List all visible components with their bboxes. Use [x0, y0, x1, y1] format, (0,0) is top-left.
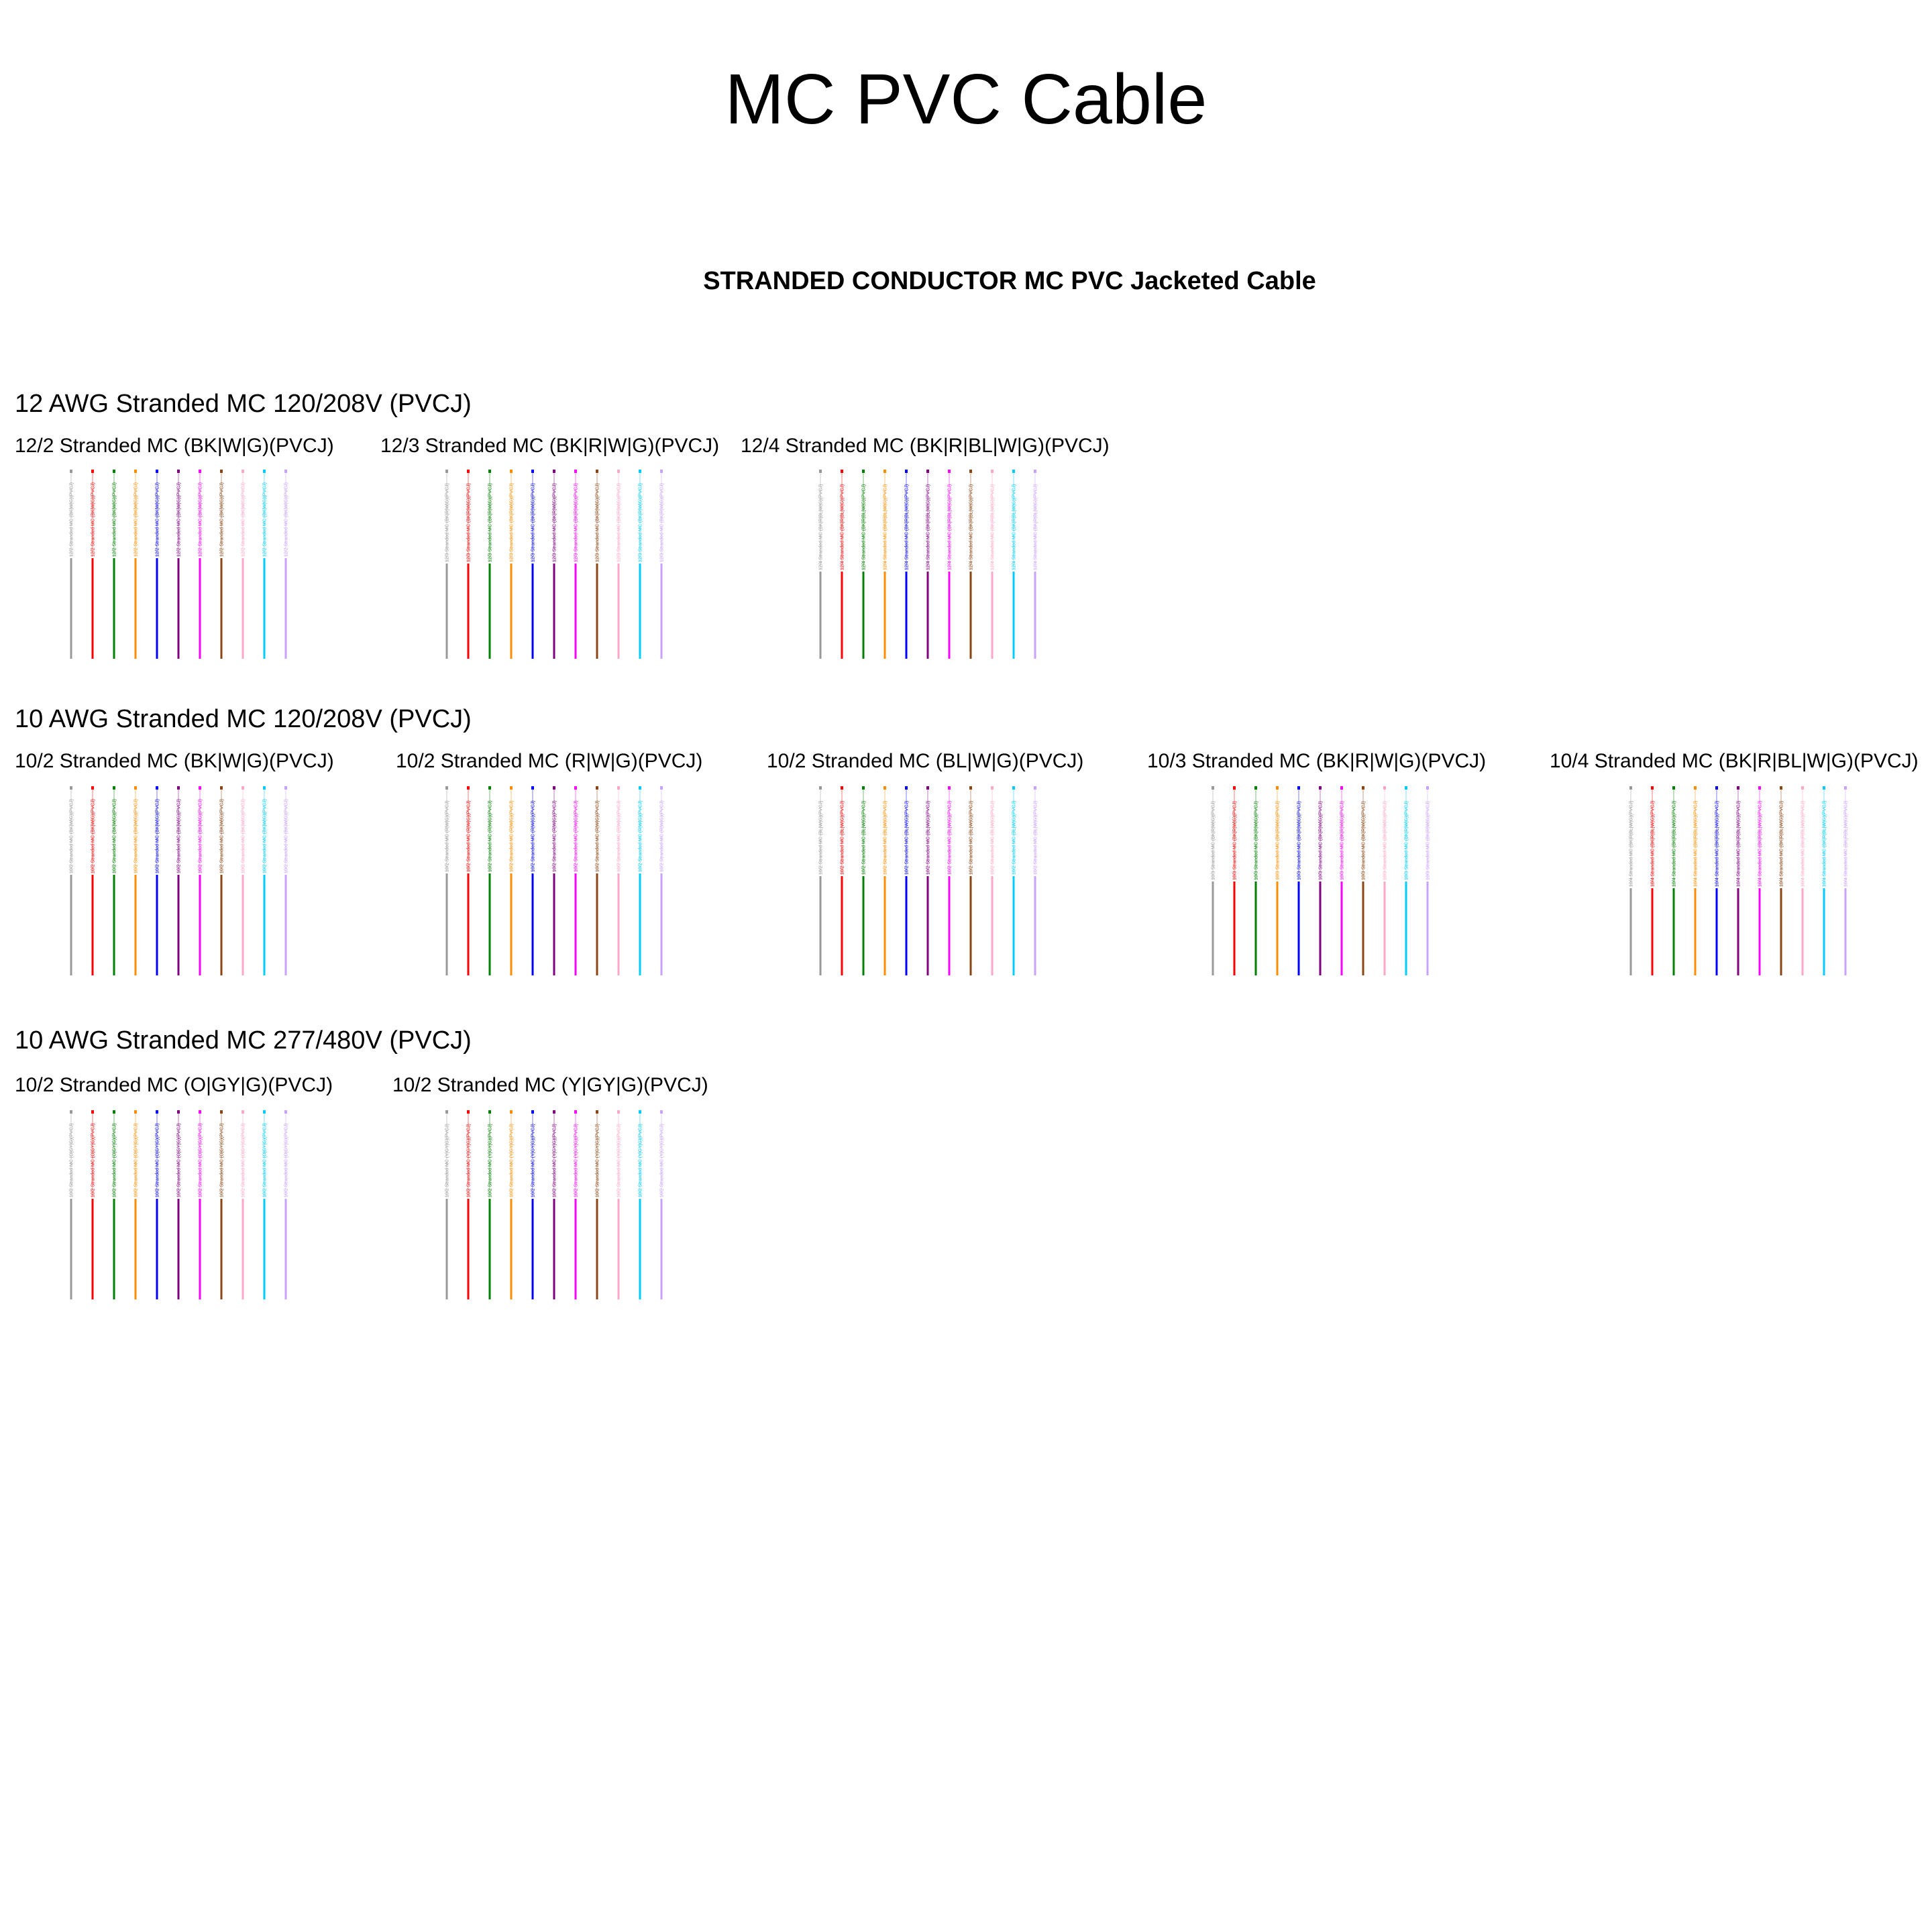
- wire-cap: [1383, 786, 1386, 790]
- wire-print-label: 12/2 Stranded MC (BK|W|G)(PVCJ): [241, 482, 246, 557]
- cable-wires: [810, 786, 1051, 981]
- wire-cap: [1254, 786, 1257, 790]
- wire-cap: [241, 786, 244, 790]
- wire-cap: [1362, 786, 1364, 790]
- wire-cap: [510, 470, 513, 473]
- wire-print-label: 10/2 Stranded MC (Y|GY|G)(PVCJ): [616, 1124, 622, 1197]
- wire-cap: [596, 786, 598, 790]
- wire-cap: [639, 786, 641, 790]
- wire-cap: [445, 786, 448, 790]
- wire-print-label: 12/2 Stranded MC (BK|W|G)(PVCJ): [91, 482, 96, 557]
- wire-print-label: 12/4 Stranded MC (BK|R|BL|W|G)(PVCJ): [947, 484, 953, 570]
- wire-print-label: 10/2 Stranded MC (BK|W|G)(PVCJ): [155, 799, 160, 873]
- wire-cap: [70, 470, 72, 473]
- wire-cap: [991, 786, 994, 790]
- wire-print-label: 10/3 Stranded MC (BK|R|W|G)(PVCJ): [1275, 801, 1281, 880]
- wire-print-label: 10/2 Stranded MC (Y|GY|G)(PVCJ): [509, 1124, 515, 1197]
- wire-print-label: 10/2 Stranded MC (O|GY|G)(PVCJ): [91, 1123, 96, 1197]
- wire-cap: [510, 1110, 513, 1114]
- wire-cap: [553, 786, 555, 790]
- wire-print-label: 10/2 Stranded MC (Y|GY|G)(PVCJ): [445, 1124, 450, 1197]
- wire-cap: [1405, 786, 1407, 790]
- wire-cap: [905, 470, 908, 473]
- wire-cap: [488, 1110, 491, 1114]
- wire-print-label: 12/3 Stranded MC (BK|R|W|G)(PVCJ): [488, 483, 493, 562]
- wire-cap: [467, 786, 470, 790]
- cable-title: 10/2 Stranded MC (BK|W|G)(PVCJ): [15, 750, 334, 772]
- wire-cap: [220, 786, 223, 790]
- wire-print-label: 12/3 Stranded MC (BK|R|W|G)(PVCJ): [574, 483, 579, 562]
- cable-wires: [810, 470, 1051, 664]
- page-subtitle: STRANDED CONDUCTOR MC PVC Jacketed Cable: [703, 267, 1316, 295]
- wire-cap: [263, 470, 266, 473]
- wire-cap: [926, 786, 929, 790]
- wire-cap: [574, 786, 577, 790]
- wire-cap: [553, 470, 555, 473]
- group-title: 12 AWG Stranded MC 120/208V (PVCJ): [15, 390, 472, 418]
- wire-print-label: 10/2 Stranded MC (BK|W|G)(PVCJ): [219, 799, 225, 873]
- wire-cap: [1780, 786, 1782, 790]
- wire-cap: [948, 786, 951, 790]
- wire-print-label: 10/2 Stranded MC (BL|W|G)(PVCJ): [947, 800, 953, 875]
- wire-print-label: 10/2 Stranded MC (R|W|G)(PVCJ): [659, 800, 665, 872]
- wire-cap: [948, 470, 951, 473]
- wire-print-label: 10/3 Stranded MC (BK|R|W|G)(PVCJ): [1426, 801, 1431, 880]
- wire-cap: [510, 786, 513, 790]
- wire-print-label: 10/4 Stranded MC (BK|R|BL|W|G)(PVCJ): [1843, 800, 1849, 887]
- wire-cap: [596, 470, 598, 473]
- wire-cap: [1715, 786, 1718, 790]
- wire-cap: [639, 470, 641, 473]
- wire-cap: [91, 1110, 94, 1114]
- wire-print-label: 10/2 Stranded MC (O|GY|G)(PVCJ): [69, 1123, 74, 1197]
- wire-cap: [883, 470, 886, 473]
- wire-cap: [1012, 786, 1015, 790]
- cable-wires: [436, 786, 678, 981]
- wire-cap: [1758, 786, 1761, 790]
- cable-wires: [60, 470, 302, 664]
- group-title: 10 AWG Stranded MC 277/480V (PVCJ): [15, 1026, 472, 1055]
- wire-cap: [991, 470, 994, 473]
- wire-print-label: 10/2 Stranded MC (R|W|G)(PVCJ): [638, 800, 643, 872]
- wire-print-label: 12/2 Stranded MC (BK|W|G)(PVCJ): [112, 482, 117, 557]
- wire-print-label: 10/2 Stranded MC (BL|W|G)(PVCJ): [883, 800, 888, 875]
- wire-cap: [862, 786, 865, 790]
- wire-print-label: 10/2 Stranded MC (BL|W|G)(PVCJ): [818, 800, 824, 875]
- wire-cap: [220, 1110, 223, 1114]
- wire-print-label: 12/4 Stranded MC (BK|R|BL|W|G)(PVCJ): [904, 484, 910, 570]
- wire-cap: [134, 470, 137, 473]
- wire-print-label: 10/2 Stranded MC (Y|GY|G)(PVCJ): [488, 1124, 493, 1197]
- wire-print-label: 12/2 Stranded MC (BK|W|G)(PVCJ): [133, 482, 139, 557]
- wire-cap: [1012, 470, 1015, 473]
- cable-wires: [1620, 786, 1862, 981]
- cable-wires: [436, 470, 678, 664]
- cable-title: 12/4 Stranded MC (BK|R|BL|W|G)(PVCJ): [741, 435, 1110, 457]
- wire-print-label: 10/2 Stranded MC (O|GY|G)(PVCJ): [176, 1123, 182, 1197]
- wire-print-label: 12/4 Stranded MC (BK|R|BL|W|G)(PVCJ): [818, 484, 824, 570]
- wire-print-label: 10/2 Stranded MC (BK|W|G)(PVCJ): [241, 799, 246, 873]
- wire-print-label: 10/2 Stranded MC (BL|W|G)(PVCJ): [840, 800, 845, 875]
- wire-print-label: 12/3 Stranded MC (BK|R|W|G)(PVCJ): [638, 483, 643, 562]
- cable-title: 10/4 Stranded MC (BK|R|BL|W|G)(PVCJ): [1550, 750, 1919, 772]
- wire-print-label: 10/2 Stranded MC (BK|W|G)(PVCJ): [284, 799, 289, 873]
- wire-print-label: 10/4 Stranded MC (BK|R|BL|W|G)(PVCJ): [1822, 800, 1827, 887]
- wire-cap: [241, 1110, 244, 1114]
- wire-print-label: 10/2 Stranded MC (Y|GY|G)(PVCJ): [531, 1124, 536, 1197]
- wire-cap: [1672, 786, 1675, 790]
- wire-print-label: 10/3 Stranded MC (BK|R|W|G)(PVCJ): [1297, 801, 1302, 880]
- wire-print-label: 10/2 Stranded MC (Y|GY|G)(PVCJ): [466, 1124, 472, 1197]
- wire-print-label: 12/3 Stranded MC (BK|R|W|G)(PVCJ): [659, 483, 665, 562]
- wire-cap: [660, 786, 663, 790]
- wire-print-label: 12/2 Stranded MC (BK|W|G)(PVCJ): [176, 482, 182, 557]
- wire-print-label: 10/3 Stranded MC (BK|R|W|G)(PVCJ): [1232, 801, 1238, 880]
- wire-cap: [156, 470, 158, 473]
- wire-print-label: 10/2 Stranded MC (BL|W|G)(PVCJ): [861, 800, 867, 875]
- wire-cap: [1034, 470, 1036, 473]
- wire-cap: [284, 1110, 287, 1114]
- wire-print-label: 10/2 Stranded MC (Y|GY|G)(PVCJ): [595, 1124, 600, 1197]
- wire-cap: [199, 470, 201, 473]
- wire-print-label: 10/2 Stranded MC (BL|W|G)(PVCJ): [904, 800, 910, 875]
- wire-cap: [617, 470, 620, 473]
- wire-print-label: 10/3 Stranded MC (BK|R|W|G)(PVCJ): [1340, 801, 1345, 880]
- wire-print-label: 10/2 Stranded MC (Y|GY|G)(PVCJ): [574, 1124, 579, 1197]
- wire-print-label: 10/2 Stranded MC (O|GY|G)(PVCJ): [219, 1123, 225, 1197]
- wire-cap: [841, 470, 843, 473]
- wire-print-label: 12/2 Stranded MC (BK|W|G)(PVCJ): [284, 482, 289, 557]
- wire-cap: [91, 470, 94, 473]
- wire-print-label: 10/4 Stranded MC (BK|R|BL|W|G)(PVCJ): [1629, 800, 1634, 887]
- wire-print-label: 10/2 Stranded MC (R|W|G)(PVCJ): [509, 800, 515, 872]
- wire-print-label: 12/4 Stranded MC (BK|R|BL|W|G)(PVCJ): [1012, 484, 1017, 570]
- wire-print-label: 10/2 Stranded MC (O|GY|G)(PVCJ): [262, 1123, 268, 1197]
- wire-print-label: 10/2 Stranded MC (O|GY|G)(PVCJ): [241, 1123, 246, 1197]
- cable-title: 10/2 Stranded MC (O|GY|G)(PVCJ): [15, 1074, 333, 1096]
- wire-cap: [926, 470, 929, 473]
- wire-cap: [617, 786, 620, 790]
- wire-cap: [1212, 786, 1214, 790]
- wire-print-label: 12/4 Stranded MC (BK|R|BL|W|G)(PVCJ): [990, 484, 996, 570]
- wire-print-label: 10/2 Stranded MC (R|W|G)(PVCJ): [531, 800, 536, 872]
- wire-print-label: 10/4 Stranded MC (BK|R|BL|W|G)(PVCJ): [1650, 800, 1656, 887]
- wire-cap: [883, 786, 886, 790]
- wire-print-label: 10/2 Stranded MC (O|GY|G)(PVCJ): [112, 1123, 117, 1197]
- wire-cap: [1629, 786, 1632, 790]
- wire-print-label: 12/3 Stranded MC (BK|R|W|G)(PVCJ): [466, 483, 472, 562]
- wire-print-label: 10/2 Stranded MC (Y|GY|G)(PVCJ): [552, 1124, 557, 1197]
- group-title: 10 AWG Stranded MC 120/208V (PVCJ): [15, 705, 472, 733]
- wire-cap: [1319, 786, 1322, 790]
- wire-print-label: 10/2 Stranded MC (BL|W|G)(PVCJ): [969, 800, 974, 875]
- wire-cap: [1801, 786, 1804, 790]
- wire-cap: [574, 470, 577, 473]
- wire-print-label: 10/2 Stranded MC (BK|W|G)(PVCJ): [176, 799, 182, 873]
- wire-cap: [1694, 786, 1697, 790]
- wire-cap: [199, 1110, 201, 1114]
- cable-title: 12/3 Stranded MC (BK|R|W|G)(PVCJ): [380, 435, 720, 457]
- wire-cap: [639, 1110, 641, 1114]
- wire-print-label: 10/2 Stranded MC (R|W|G)(PVCJ): [616, 800, 622, 872]
- wire-cap: [841, 786, 843, 790]
- wire-print-label: 10/3 Stranded MC (BK|R|W|G)(PVCJ): [1318, 801, 1324, 880]
- wire-print-label: 12/4 Stranded MC (BK|R|BL|W|G)(PVCJ): [1033, 484, 1038, 570]
- cable-wires: [436, 1110, 678, 1305]
- wire-cap: [177, 786, 180, 790]
- page-title: MC PVC Cable: [724, 60, 1208, 139]
- wire-print-label: 10/3 Stranded MC (BK|R|W|G)(PVCJ): [1211, 801, 1216, 880]
- wire-cap: [488, 786, 491, 790]
- wire-cap: [1233, 786, 1236, 790]
- cable-title: 12/2 Stranded MC (BK|W|G)(PVCJ): [15, 435, 334, 457]
- wire-print-label: 10/2 Stranded MC (R|W|G)(PVCJ): [466, 800, 472, 872]
- wire-print-label: 12/2 Stranded MC (BK|W|G)(PVCJ): [155, 482, 160, 557]
- cable-title: 10/2 Stranded MC (R|W|G)(PVCJ): [396, 750, 703, 772]
- wire-print-label: 10/4 Stranded MC (BK|R|BL|W|G)(PVCJ): [1672, 800, 1677, 887]
- wire-print-label: 10/3 Stranded MC (BK|R|W|G)(PVCJ): [1254, 801, 1259, 880]
- wire-cap: [467, 1110, 470, 1114]
- wire-cap: [969, 786, 972, 790]
- wire-cap: [284, 470, 287, 473]
- wire-print-label: 10/2 Stranded MC (R|W|G)(PVCJ): [445, 800, 450, 872]
- wire-print-label: 10/2 Stranded MC (R|W|G)(PVCJ): [552, 800, 557, 872]
- cable-wires: [1202, 786, 1444, 981]
- wire-cap: [156, 1110, 158, 1114]
- wire-print-label: 12/2 Stranded MC (BK|W|G)(PVCJ): [69, 482, 74, 557]
- wire-cap: [1297, 786, 1300, 790]
- wire-cap: [617, 1110, 620, 1114]
- wire-print-label: 10/2 Stranded MC (O|GY|G)(PVCJ): [133, 1123, 139, 1197]
- wire-cap: [263, 1110, 266, 1114]
- wire-cap: [819, 786, 822, 790]
- wire-cap: [553, 1110, 555, 1114]
- wire-print-label: 10/2 Stranded MC (O|GY|G)(PVCJ): [284, 1123, 289, 1197]
- wire-cap: [1737, 786, 1739, 790]
- wire-print-label: 10/2 Stranded MC (O|GY|G)(PVCJ): [198, 1123, 203, 1197]
- wire-print-label: 10/2 Stranded MC (O|GY|G)(PVCJ): [155, 1123, 160, 1197]
- wire-cap: [1651, 786, 1654, 790]
- wire-cap: [445, 470, 448, 473]
- wire-print-label: 10/3 Stranded MC (BK|R|W|G)(PVCJ): [1383, 801, 1388, 880]
- wire-cap: [113, 1110, 115, 1114]
- wire-cap: [488, 470, 491, 473]
- wire-cap: [531, 786, 534, 790]
- wire-print-label: 12/4 Stranded MC (BK|R|BL|W|G)(PVCJ): [969, 484, 974, 570]
- wire-print-label: 10/2 Stranded MC (BK|W|G)(PVCJ): [198, 799, 203, 873]
- wire-print-label: 10/2 Stranded MC (BK|W|G)(PVCJ): [69, 799, 74, 873]
- wire-cap: [134, 1110, 137, 1114]
- wire-print-label: 10/2 Stranded MC (BK|W|G)(PVCJ): [262, 799, 268, 873]
- wire-print-label: 12/3 Stranded MC (BK|R|W|G)(PVCJ): [595, 483, 600, 562]
- cable-title: 10/2 Stranded MC (BL|W|G)(PVCJ): [767, 750, 1084, 772]
- wire-cap: [445, 1110, 448, 1114]
- wire-cap: [177, 1110, 180, 1114]
- wire-cap: [1844, 786, 1847, 790]
- wire-cap: [220, 470, 223, 473]
- wire-cap: [91, 786, 94, 790]
- wire-print-label: 10/2 Stranded MC (BK|W|G)(PVCJ): [112, 799, 117, 873]
- cable-title: 10/3 Stranded MC (BK|R|W|G)(PVCJ): [1147, 750, 1487, 772]
- wire-cap: [467, 470, 470, 473]
- wire-print-label: 12/2 Stranded MC (BK|W|G)(PVCJ): [219, 482, 225, 557]
- wire-print-label: 10/2 Stranded MC (Y|GY|G)(PVCJ): [659, 1124, 665, 1197]
- wire-print-label: 12/4 Stranded MC (BK|R|BL|W|G)(PVCJ): [861, 484, 867, 570]
- wire-cap: [1340, 786, 1343, 790]
- wire-print-label: 10/4 Stranded MC (BK|R|BL|W|G)(PVCJ): [1693, 800, 1699, 887]
- wire-print-label: 12/3 Stranded MC (BK|R|W|G)(PVCJ): [509, 483, 515, 562]
- wire-cap: [199, 786, 201, 790]
- wire-print-label: 10/2 Stranded MC (BL|W|G)(PVCJ): [1012, 800, 1017, 875]
- wire-cap: [969, 470, 972, 473]
- wire-print-label: 10/2 Stranded MC (Y|GY|G)(PVCJ): [638, 1124, 643, 1197]
- wire-print-label: 10/3 Stranded MC (BK|R|W|G)(PVCJ): [1404, 801, 1409, 880]
- cable-title: 10/2 Stranded MC (Y|GY|G)(PVCJ): [392, 1074, 708, 1096]
- cable-wires: [60, 1110, 302, 1305]
- wire-print-label: 10/4 Stranded MC (BK|R|BL|W|G)(PVCJ): [1715, 800, 1720, 887]
- wire-cap: [531, 470, 534, 473]
- wire-print-label: 12/4 Stranded MC (BK|R|BL|W|G)(PVCJ): [840, 484, 845, 570]
- wire-print-label: 10/2 Stranded MC (BK|W|G)(PVCJ): [133, 799, 139, 873]
- wire-cap: [113, 470, 115, 473]
- wire-cap: [1034, 786, 1036, 790]
- wire-cap: [70, 786, 72, 790]
- wire-cap: [1426, 786, 1429, 790]
- wire-cap: [660, 470, 663, 473]
- wire-cap: [177, 470, 180, 473]
- wire-print-label: 10/2 Stranded MC (R|W|G)(PVCJ): [595, 800, 600, 872]
- wire-print-label: 12/2 Stranded MC (BK|W|G)(PVCJ): [262, 482, 268, 557]
- wire-cap: [660, 1110, 663, 1114]
- wire-print-label: 10/2 Stranded MC (BL|W|G)(PVCJ): [1033, 800, 1038, 875]
- wire-print-label: 10/4 Stranded MC (BK|R|BL|W|G)(PVCJ): [1801, 800, 1806, 887]
- wire-print-label: 10/2 Stranded MC (BL|W|G)(PVCJ): [990, 800, 996, 875]
- wire-print-label: 12/3 Stranded MC (BK|R|W|G)(PVCJ): [445, 483, 450, 562]
- wire-print-label: 12/2 Stranded MC (BK|W|G)(PVCJ): [198, 482, 203, 557]
- wire-cap: [134, 786, 137, 790]
- wire-cap: [113, 786, 115, 790]
- wire-cap: [263, 786, 266, 790]
- wire-print-label: 10/4 Stranded MC (BK|R|BL|W|G)(PVCJ): [1779, 800, 1784, 887]
- wire-cap: [819, 470, 822, 473]
- wire-cap: [905, 786, 908, 790]
- wire-print-label: 10/4 Stranded MC (BK|R|BL|W|G)(PVCJ): [1736, 800, 1741, 887]
- wire-cap: [574, 1110, 577, 1114]
- wire-print-label: 12/3 Stranded MC (BK|R|W|G)(PVCJ): [531, 483, 536, 562]
- wire-print-label: 12/4 Stranded MC (BK|R|BL|W|G)(PVCJ): [883, 484, 888, 570]
- wire-cap: [241, 470, 244, 473]
- wire-cap: [862, 470, 865, 473]
- wire-print-label: 12/3 Stranded MC (BK|R|W|G)(PVCJ): [616, 483, 622, 562]
- wire-print-label: 10/2 Stranded MC (BK|W|G)(PVCJ): [91, 799, 96, 873]
- wire-print-label: 10/4 Stranded MC (BK|R|BL|W|G)(PVCJ): [1758, 800, 1763, 887]
- wire-print-label: 10/3 Stranded MC (BK|R|W|G)(PVCJ): [1361, 801, 1366, 880]
- wire-cap: [284, 786, 287, 790]
- wire-cap: [156, 786, 158, 790]
- wire-print-label: 12/4 Stranded MC (BK|R|BL|W|G)(PVCJ): [926, 484, 931, 570]
- cable-wires: [60, 786, 302, 981]
- wire-print-label: 10/2 Stranded MC (R|W|G)(PVCJ): [574, 800, 579, 872]
- wire-print-label: 10/2 Stranded MC (BL|W|G)(PVCJ): [926, 800, 931, 875]
- wire-cap: [531, 1110, 534, 1114]
- wire-cap: [1276, 786, 1279, 790]
- wire-cap: [596, 1110, 598, 1114]
- wire-cap: [70, 1110, 72, 1114]
- wire-print-label: 12/3 Stranded MC (BK|R|W|G)(PVCJ): [552, 483, 557, 562]
- wire-print-label: 10/2 Stranded MC (R|W|G)(PVCJ): [488, 800, 493, 872]
- wire-cap: [1823, 786, 1825, 790]
